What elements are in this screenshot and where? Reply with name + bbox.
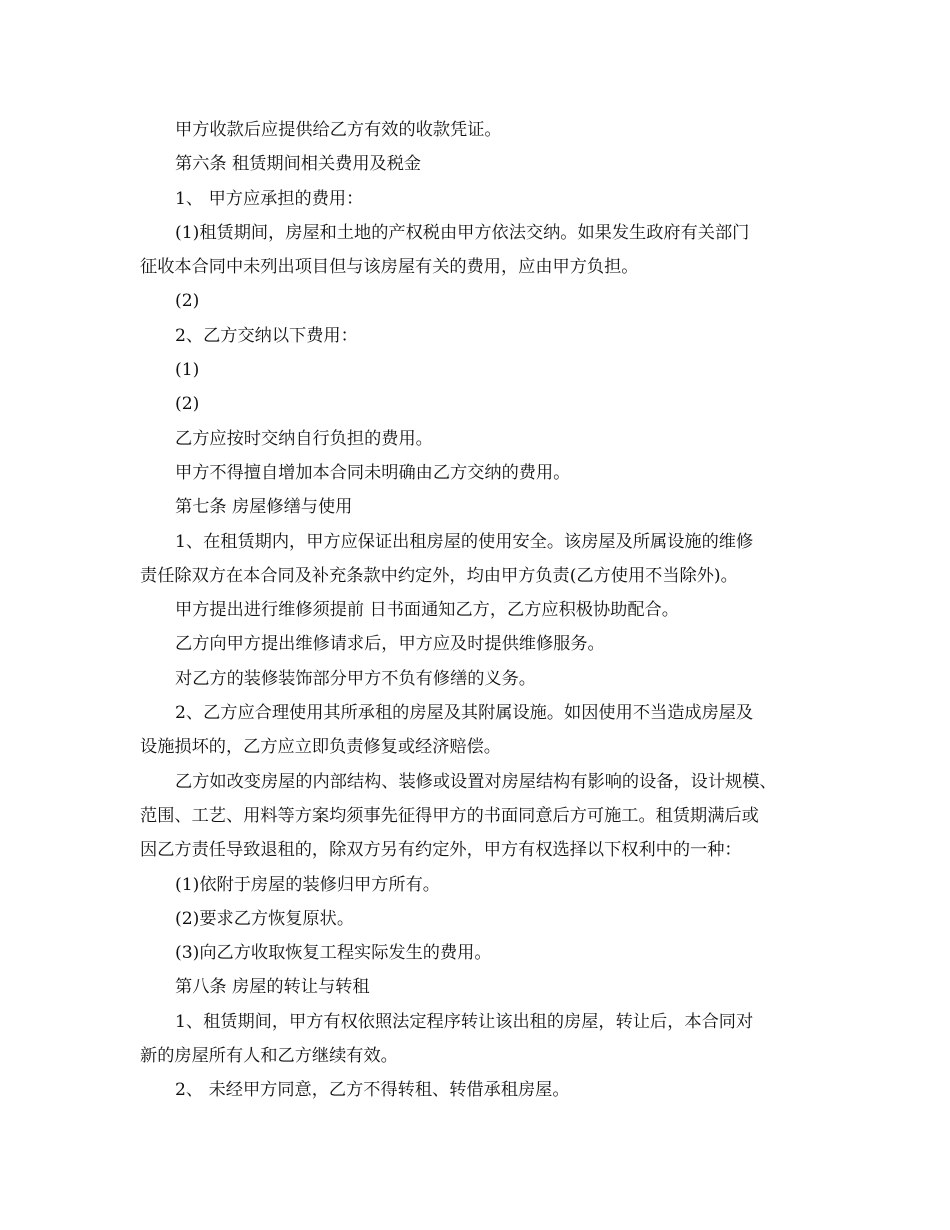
text-line: 1、租赁期间，甲方有权依照法定程序转让该出租的房屋，转让后，本合同对: [175, 1011, 754, 1032]
text-line: 设施损坏的，乙方应立即负责修复或经济赔偿。: [140, 737, 501, 758]
text-line: (1)租赁期间，房屋和土地的产权税由甲方依法交纳。如果发生政府有关部门: [175, 222, 750, 243]
text-line: (1): [175, 360, 200, 381]
text-line: 因乙方责任导致退租的，除双方另有约定外，甲方有权选择以下权利中的一种：: [140, 840, 742, 861]
text-line: (2): [175, 394, 200, 415]
text-line: (3)向乙方收取恢复工程实际发生的费用。: [175, 943, 492, 964]
text-line: 新的房屋所有人和乙方继续有效。: [140, 1046, 398, 1067]
text-line: 范围、工艺、用料等方案均须事先征得甲方的书面同意后方可施工。租赁期满后或: [140, 805, 759, 826]
text-line: (1)依附于房屋的装修归甲方所有。: [175, 874, 440, 895]
text-line: 对乙方的装修装饰部分甲方不负有修缮的义务。: [175, 668, 536, 689]
document-body: [140, 113, 820, 1108]
section-heading: 第七条 房屋修缮与使用: [175, 497, 353, 518]
text-line: 甲方不得擅自增加本合同未明确由乙方交纳的费用。: [175, 462, 571, 483]
section-heading: 第八条 房屋的转让与转租: [175, 977, 370, 998]
text-line: 1、在租赁期内，甲方应保证出租房屋的使用安全。该房屋及所属设施的维修: [175, 531, 754, 552]
text-line: 乙方向甲方提出维修请求后，甲方应及时提供维修服务。: [175, 634, 605, 655]
text-line: (2)要求乙方恢复原状。: [175, 908, 355, 929]
text-line: 责任除双方在本合同及补充条款中约定外，均由甲方负责(乙方使用不当除外)。: [140, 565, 738, 586]
text-line: 2、乙方交纳以下费用：: [175, 325, 358, 346]
text-line: 1、 甲方应承担的费用：: [175, 188, 364, 209]
text-line: 2、乙方应合理使用其所承租的房屋及其附属设施。如因使用不当造成房屋及: [175, 703, 754, 724]
text-line: 乙方应按时交纳自行负担的费用。: [175, 428, 433, 449]
text-line: (2): [175, 291, 200, 312]
text-line: 甲方提出进行维修须提前 日书面通知乙方，乙方应积极协助配合。: [175, 600, 679, 621]
text-line: 甲方收款后应提供给乙方有效的收款凭证。: [175, 120, 502, 140]
text-line: 2、 未经甲方同意，乙方不得转租、转借承租房屋。: [175, 1080, 570, 1101]
text-line: 征收本合同中未列出项目但与该房屋有关的费用，应由甲方负担。: [140, 257, 639, 278]
section-heading: 第六条 租赁期间相关费用及税金: [175, 154, 422, 175]
text-line: 乙方如改变房屋的内部结构、装修或设置对房屋结构有影响的设备，设计规模、: [175, 771, 777, 792]
